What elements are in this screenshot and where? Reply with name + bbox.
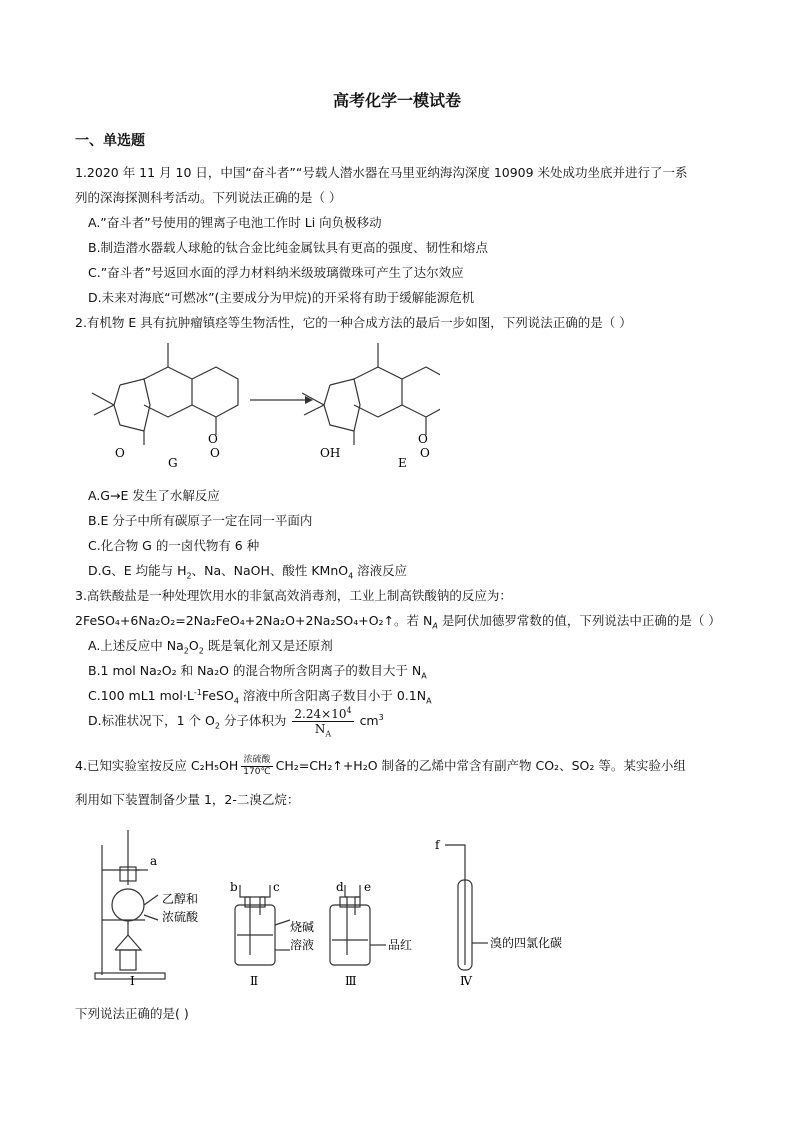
- g-oxygen-label: O: [115, 446, 125, 460]
- label-e: e: [364, 880, 372, 894]
- q2-option-a: A.G→E 发生了水解反应: [88, 488, 220, 503]
- apparatus-ii-number: Ⅱ: [250, 974, 259, 988]
- q1-option-c: C.”奋斗者”号返回水面的浮力材料纳米级玻璃微珠可产生了达尔效应: [88, 265, 464, 280]
- molecule-g-structure: [92, 343, 238, 445]
- label-alkali: 烧碱: [290, 920, 315, 934]
- label-ethanol: 乙醇和: [162, 892, 199, 906]
- q4-stem-line1: 4.已知实验室按反应 C₂H₅OH 浓硫酸 170℃ CH₂=CH₂↑+H₂O 制备的乙烯中常含有副产物 CO₂、SO₂ 等。某实验小组: [75, 755, 686, 777]
- q4-stem-line2: 利用如下装置制备少量 1，2-二溴乙烷：: [75, 792, 300, 807]
- g-ring-oxygen-label: O: [208, 432, 218, 446]
- g-carbonyl-oxygen-label: O: [210, 446, 220, 460]
- label-solution: 溶液: [290, 938, 315, 952]
- label-f: f: [435, 838, 440, 852]
- molecule-e-structure: [302, 343, 440, 445]
- q2-option-d: D.G、E 均能与 $H_2$、Na、NaOH、酸性 KMnO$_4$ 溶液反应: [88, 563, 408, 581]
- apparatus-i-number: Ⅰ: [130, 974, 135, 988]
- label-c: c: [273, 880, 280, 894]
- q2-stem: 2.有机物 E 具有抗肿瘤镇痉等生物活性，它的一种合成方法的最后一步如图，下列说法正确的是（ ）: [75, 315, 632, 330]
- label-b: b: [230, 880, 238, 894]
- q1-stem-line2: 列的深海探测科考活动。下列说法正确的是（ ）: [75, 190, 342, 205]
- q3-option-d: D.标准状况下，1 个 $O_2$ 分子体积为 $\frac{2.24\times 10^4}{N_A}$ $cm^3$: [88, 706, 384, 739]
- q3-equation: 2FeSO₄+6Na₂O₂=2Na₂FeO₄+2Na₂O+2Na₂SO₄+O₂↑。若 $N_A$ 是阿伏加德罗常数的值，下列说法中正确的是（ ）: [75, 613, 721, 631]
- molar-volume-fraction: $\frac{2.24\times 10^4}{N_A}$: [294, 706, 352, 739]
- q3-option-a: A.上述反应中 $Na_2O_2$ 既是氧化剂又是还原剂: [88, 638, 333, 656]
- e-hydroxyl-label: OH: [320, 446, 341, 460]
- q1-stem-line1: 1.2020 年 11 月 10 日，中国“奋斗者”“号载人潜水器在马里亚纳海沟深度 10909 米处成功坐底并进行了一系: [75, 165, 688, 180]
- q3-stem-line1: 3.高铁酸盐是一种处理饮用水的非氯高效消毒剂，工业上制高铁酸钠的反应为：: [75, 588, 512, 603]
- label-d: d: [336, 880, 344, 894]
- q3-option-b: B.1 mol Na₂O₂ 和 Na₂O 的混合物所含阴离子的数目大于 $N_A$: [88, 663, 427, 681]
- apparatus-ii-gas-washer: [235, 885, 290, 965]
- e-compound-label: E: [398, 456, 407, 470]
- reaction-condition: 浓硫酸 170℃: [243, 755, 271, 777]
- section-heading: 一、单选题: [75, 133, 145, 149]
- label-sulfuric: 浓硫酸: [162, 910, 199, 924]
- g-compound-label: G: [168, 456, 178, 470]
- q2-option-b: B.E 分子中所有碳原子一定在同一平面内: [88, 513, 313, 528]
- q2-reaction-figure: [80, 335, 440, 475]
- label-bromine-ccl4: 溴的四氯化碳: [490, 936, 563, 950]
- e-carbonyl-oxygen-label: O: [420, 446, 430, 460]
- apparatus-iii-number: Ⅲ: [345, 974, 357, 988]
- q4-apparatus-figure: [90, 825, 610, 990]
- q4-tail: 下列说法正确的是( ): [75, 1006, 189, 1021]
- q1-option-a: A.”奋斗者”号使用的锂离子电池工作时 Li 向负极移动: [88, 215, 382, 230]
- apparatus-iv-number: Ⅳ: [460, 974, 472, 988]
- label-a: a: [150, 854, 158, 868]
- label-fuchsin: 品红: [388, 938, 413, 952]
- apparatus-iii-gas-washer: [330, 885, 386, 965]
- q1-option-b: B.制造潜水器载人球舱的钛合金比纯金属钛具有更高的强度、韧性和熔点: [88, 240, 489, 255]
- apparatus-iv-test-tube: [445, 845, 488, 970]
- q1-option-d: D.未来对海底“可燃冰”(主要成分为甲烷)的开采将有助于缓解能源危机: [88, 290, 475, 305]
- q2-option-c: C.化合物 G 的一卤代物有 6 种: [88, 538, 260, 553]
- e-ring-oxygen-label: O: [418, 432, 428, 446]
- q3-option-c: C.100 mL1 $mol\cdot L^{-1}FeSO_4$ 溶液中所含阳离子数目小于 $0.1N_A$: [88, 687, 432, 706]
- apparatus-i-flask-stand: [95, 830, 165, 979]
- page-title: 高考化学一模试卷: [332, 91, 461, 110]
